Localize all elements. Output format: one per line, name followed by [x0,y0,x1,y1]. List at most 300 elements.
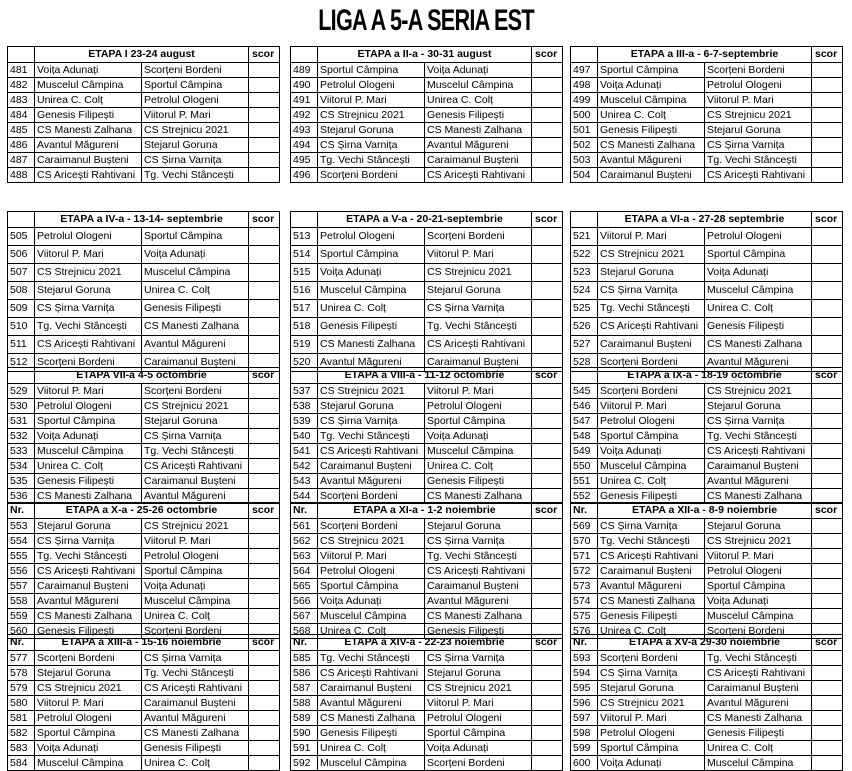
match-row [571,564,843,579]
away-team: Petrolul Ologeni [705,78,812,93]
score-cell[interactable] [532,384,563,399]
match-number: 598 [571,726,598,741]
home-team: CS Manesti Zalhana [598,138,705,153]
score-cell[interactable] [249,711,280,726]
match-number: 499 [571,93,598,108]
score-cell[interactable] [532,78,563,93]
score-cell[interactable] [532,318,563,336]
score-cell[interactable] [532,264,563,282]
score-cell[interactable] [249,696,280,711]
away-team: CS Strejnicu 2021 [705,534,812,549]
match-row [291,123,563,138]
nr-header [291,368,318,384]
match-number: 543 [291,474,318,489]
nr-header [8,368,35,384]
score-cell[interactable] [249,579,280,594]
match-row [291,564,563,579]
home-team: Tg. Vechi Stâncești [318,153,425,168]
score-cell[interactable] [249,609,280,624]
score-cell[interactable] [532,444,563,459]
score-cell[interactable] [812,609,843,624]
match-row [8,534,280,549]
nr-header [571,368,598,384]
match-row [571,282,843,300]
stage-table [570,46,843,183]
home-team: Muscelul Câmpina [318,282,425,300]
home-team: CS Aricești Rahtivani [35,168,142,183]
match-row [8,444,280,459]
home-team: CS Strejnicu 2021 [318,108,425,123]
home-team: Avantul Măgureni [318,474,425,489]
nr-header: Nr. [571,503,598,519]
score-cell[interactable] [812,549,843,564]
home-team: Tg. Vechi Stâncești [318,429,425,444]
score-cell[interactable] [532,609,563,624]
score-cell[interactable] [812,444,843,459]
away-team: CS Aricești Rahtivani [705,444,812,459]
score-cell[interactable] [532,429,563,444]
score-cell[interactable] [532,93,563,108]
match-row [571,549,843,564]
score-cell[interactable] [249,138,280,153]
home-team: Petrolul Ologeni [35,399,142,414]
score-cell[interactable] [249,534,280,549]
score-cell[interactable] [532,519,563,534]
score-cell[interactable] [249,564,280,579]
score-cell[interactable] [532,666,563,681]
match-row [291,336,563,354]
match-row [291,93,563,108]
score-cell[interactable] [249,384,280,399]
score-cell[interactable] [532,300,563,318]
home-team: Genesis Filipești [598,609,705,624]
match-number: 481 [8,63,35,78]
match-number: 588 [291,696,318,711]
score-cell[interactable] [532,282,563,300]
away-team: CS Aricești Rahtivani [425,168,532,183]
score-cell[interactable] [532,168,563,183]
match-row [291,756,563,771]
match-number: 512 [8,354,35,372]
score-cell[interactable] [249,123,280,138]
score-cell[interactable] [812,594,843,609]
home-team: Unirea C. Colț [598,108,705,123]
away-team: Avantul Măgureni [142,336,249,354]
score-cell[interactable] [532,741,563,756]
stage-header: ETAPA a XV-a 29-30 noiembrie [598,635,812,651]
score-cell[interactable] [532,549,563,564]
score-cell[interactable] [249,264,280,282]
home-team: Stejarul Goruna [318,123,425,138]
away-team: Unirea C. Colț [142,282,249,300]
score-cell[interactable] [812,168,843,183]
match-row [8,726,280,741]
score-cell[interactable] [812,300,843,318]
match-number: 525 [571,300,598,318]
score-cell[interactable] [249,63,280,78]
away-team: Tg. Vechi Stâncești [425,318,532,336]
away-team: Caraimanul Bușteni [705,459,812,474]
match-number: 522 [571,246,598,264]
away-team: Scorțeni Bordeni [142,63,249,78]
match-number: 581 [8,711,35,726]
match-row [291,414,563,429]
score-header: scor [532,212,563,228]
score-cell[interactable] [812,138,843,153]
match-row [8,78,280,93]
home-team: CS Strejnicu 2021 [35,264,142,282]
match-number: 584 [8,756,35,771]
score-cell[interactable] [532,153,563,168]
score-cell[interactable] [812,93,843,108]
score-cell[interactable] [812,318,843,336]
home-team: Genesis Filipești [35,474,142,489]
match-row [571,168,843,183]
score-cell[interactable] [249,78,280,93]
score-cell[interactable] [249,429,280,444]
home-team: Scorțeni Bordeni [318,168,425,183]
match-row [8,564,280,579]
score-cell[interactable] [532,138,563,153]
stage-header: ETAPA a III-a - 6-7-septembrie [598,47,812,63]
home-team: Stejarul Goruna [35,519,142,534]
score-header: scor [532,635,563,651]
score-cell[interactable] [249,594,280,609]
away-team: CS Aricești Rahtivani [425,564,532,579]
score-cell[interactable] [249,282,280,300]
away-team: Viitorul P. Mari [705,549,812,564]
away-team: CS Șirna Varnița [425,300,532,318]
match-number: 535 [8,474,35,489]
score-cell[interactable] [249,666,280,681]
away-team: Sportul Câmpina [425,414,532,429]
away-team: CS Aricești Rahtivani [425,336,532,354]
match-row [8,123,280,138]
score-cell[interactable] [249,444,280,459]
match-row [8,264,280,282]
match-number: 539 [291,414,318,429]
match-row [8,228,280,246]
match-row [571,108,843,123]
score-cell[interactable] [249,414,280,429]
nr-header: Nr. [291,635,318,651]
match-number: 590 [291,726,318,741]
match-number: 597 [571,711,598,726]
home-team: Muscelul Câmpina [318,756,425,771]
score-cell[interactable] [249,651,280,666]
home-team: Sportul Câmpina [318,63,425,78]
match-number: 586 [291,666,318,681]
home-team: Sportul Câmpina [598,429,705,444]
score-cell[interactable] [532,681,563,696]
match-number: 493 [291,123,318,138]
match-row [571,138,843,153]
score-cell[interactable] [249,300,280,318]
away-team: Stejarul Goruna [425,666,532,681]
score-cell[interactable] [249,681,280,696]
score-cell[interactable] [812,384,843,399]
home-team: Sportul Câmpina [318,579,425,594]
match-number: 555 [8,549,35,564]
score-cell[interactable] [812,459,843,474]
score-cell[interactable] [249,336,280,354]
match-row [8,282,280,300]
score-cell[interactable] [532,459,563,474]
home-team: Voița Adunați [598,444,705,459]
match-number: 487 [8,153,35,168]
away-team: Stejarul Goruna [425,282,532,300]
match-row [291,726,563,741]
score-cell[interactable] [812,681,843,696]
score-cell[interactable] [812,336,843,354]
match-row [8,63,280,78]
match-row [291,108,563,123]
home-team: CS Șirna Varnița [318,414,425,429]
score-cell[interactable] [812,741,843,756]
score-cell[interactable] [532,726,563,741]
match-row [291,474,563,489]
home-team: CS Manesti Zalhana [35,609,142,624]
score-cell[interactable] [249,756,280,771]
away-team: Tg. Vechi Stâncești [142,444,249,459]
home-team: CS Manesti Zalhana [35,489,142,504]
home-team: Unirea C. Colț [598,624,705,639]
score-header: scor [249,368,280,384]
away-team: CS Manesti Zalhana [705,711,812,726]
match-row [571,384,843,399]
score-cell[interactable] [532,108,563,123]
score-header: scor [532,47,563,63]
score-cell[interactable] [532,534,563,549]
match-number: 551 [571,474,598,489]
score-cell[interactable] [249,459,280,474]
away-team: CS Manesti Zalhana [425,609,532,624]
away-team: Caraimanul Bușteni [142,696,249,711]
stage-header: ETAPA a XIII-a - 15-16 noiembrie [35,635,249,651]
match-row [8,741,280,756]
score-cell[interactable] [812,108,843,123]
score-cell[interactable] [812,246,843,264]
score-cell[interactable] [249,246,280,264]
score-cell[interactable] [249,549,280,564]
match-row [291,168,563,183]
home-team: Caraimanul Bușteni [318,459,425,474]
match-number: 568 [291,624,318,639]
score-cell[interactable] [812,756,843,771]
away-team: Scorțeni Bordeni [705,624,812,639]
score-cell[interactable] [812,711,843,726]
match-number: 596 [571,696,598,711]
score-cell[interactable] [532,399,563,414]
away-team: CS Șirna Varnița [425,534,532,549]
stage-header: ETAPA VII-a 4-5 octombrie [35,368,249,384]
score-cell[interactable] [532,228,563,246]
match-number: 495 [291,153,318,168]
score-cell[interactable] [812,564,843,579]
score-cell[interactable] [812,474,843,489]
away-team: CS Manesti Zalhana [425,123,532,138]
score-cell[interactable] [532,246,563,264]
match-number: 485 [8,123,35,138]
match-row [291,579,563,594]
score-cell[interactable] [532,564,563,579]
score-cell[interactable] [532,651,563,666]
match-row [8,336,280,354]
score-cell[interactable] [249,741,280,756]
away-team: CS Strejnicu 2021 [142,399,249,414]
home-team: Unirea C. Colț [35,93,142,108]
score-cell[interactable] [812,123,843,138]
home-team: Voița Adunați [35,63,142,78]
match-row [571,741,843,756]
home-team: Muscelul Câmpina [318,609,425,624]
match-row [571,666,843,681]
score-cell[interactable] [532,414,563,429]
match-number: 579 [8,681,35,696]
away-team: Unirea C. Colț [705,300,812,318]
score-cell[interactable] [532,474,563,489]
match-number: 505 [8,228,35,246]
match-row [571,651,843,666]
score-cell[interactable] [249,153,280,168]
match-row [291,609,563,624]
match-row [571,756,843,771]
score-cell[interactable] [249,228,280,246]
away-team: Genesis Filipești [425,108,532,123]
away-team: CS Strejnicu 2021 [142,519,249,534]
away-team: Avantul Măgureni [425,138,532,153]
match-number: 496 [291,168,318,183]
home-team: Voița Adunați [35,741,142,756]
score-cell[interactable] [249,474,280,489]
home-team: CS Strejnicu 2021 [598,696,705,711]
score-cell[interactable] [249,168,280,183]
match-number: 572 [571,564,598,579]
match-number: 518 [291,318,318,336]
match-number: 552 [571,489,598,504]
away-team: Scorțeni Bordeni [705,63,812,78]
match-number: 564 [291,564,318,579]
score-cell[interactable] [249,93,280,108]
score-cell[interactable] [249,399,280,414]
stage-header: ETAPA a XII-a - 8-9 noiembrie [598,503,812,519]
match-number: 534 [8,459,35,474]
stage-table [570,367,843,504]
home-team: Viitorul P. Mari [598,711,705,726]
score-cell[interactable] [532,336,563,354]
score-cell[interactable] [812,666,843,681]
match-row [8,651,280,666]
score-cell[interactable] [812,78,843,93]
score-header: scor [249,47,280,63]
match-row [571,399,843,414]
score-cell[interactable] [812,414,843,429]
score-cell[interactable] [532,579,563,594]
score-cell[interactable] [812,153,843,168]
match-number: 589 [291,711,318,726]
score-cell[interactable] [812,399,843,414]
stage-table [7,502,280,639]
home-team: Sportul Câmpina [35,414,142,429]
score-cell[interactable] [812,228,843,246]
score-cell[interactable] [532,756,563,771]
score-cell[interactable] [249,318,280,336]
home-team: CS Aricești Rahtivani [318,666,425,681]
stage-header: ETAPA a V-a - 20-21-septembrie [318,212,532,228]
score-cell[interactable] [812,63,843,78]
away-team: Petrolul Ologeni [425,399,532,414]
home-team: CS Manesti Zalhana [318,711,425,726]
score-cell[interactable] [249,726,280,741]
home-team: Genesis Filipești [598,489,705,504]
home-team: Tg. Vechi Stâncești [598,534,705,549]
score-cell[interactable] [249,108,280,123]
away-team: Petrolul Ologeni [425,711,532,726]
away-team: Unirea C. Colț [705,741,812,756]
match-number: 489 [291,63,318,78]
score-cell[interactable] [812,282,843,300]
match-number: 585 [291,651,318,666]
match-row [571,414,843,429]
match-number: 561 [291,519,318,534]
match-row [571,429,843,444]
score-cell[interactable] [249,519,280,534]
match-number: 520 [291,354,318,372]
score-cell[interactable] [812,651,843,666]
match-number: 540 [291,429,318,444]
nr-header: Nr. [291,503,318,519]
home-team: Petrolul Ologeni [35,711,142,726]
score-cell[interactable] [532,594,563,609]
home-team: Petrolul Ologeni [35,228,142,246]
score-header: scor [812,47,843,63]
score-cell[interactable] [532,123,563,138]
match-number: 509 [8,300,35,318]
match-row [571,579,843,594]
home-team: Avantul Măgureni [35,138,142,153]
away-team: CS Strejnicu 2021 [705,108,812,123]
nr-header [291,47,318,63]
score-cell[interactable] [812,696,843,711]
score-cell[interactable] [812,726,843,741]
match-row [8,756,280,771]
match-row [291,399,563,414]
away-team: Stejarul Goruna [142,414,249,429]
score-cell[interactable] [812,264,843,282]
match-number: 549 [571,444,598,459]
score-cell[interactable] [532,63,563,78]
away-team: Petrolul Ologeni [142,549,249,564]
away-team: Viitorul P. Mari [425,246,532,264]
home-team: Avantul Măgureni [598,153,705,168]
score-cell[interactable] [812,534,843,549]
score-cell[interactable] [812,519,843,534]
score-cell[interactable] [532,711,563,726]
match-number: 546 [571,399,598,414]
home-team: Unirea C. Colț [318,624,425,639]
score-cell[interactable] [532,696,563,711]
match-number: 571 [571,549,598,564]
home-team: Genesis Filipești [598,123,705,138]
away-team: CS Manesti Zalhana [705,336,812,354]
away-team: Petrolul Ologeni [705,228,812,246]
score-cell[interactable] [812,579,843,594]
score-header: scor [812,635,843,651]
home-team: Genesis Filipești [35,624,142,639]
match-number: 524 [571,282,598,300]
home-team: Viitorul P. Mari [318,93,425,108]
score-cell[interactable] [812,429,843,444]
